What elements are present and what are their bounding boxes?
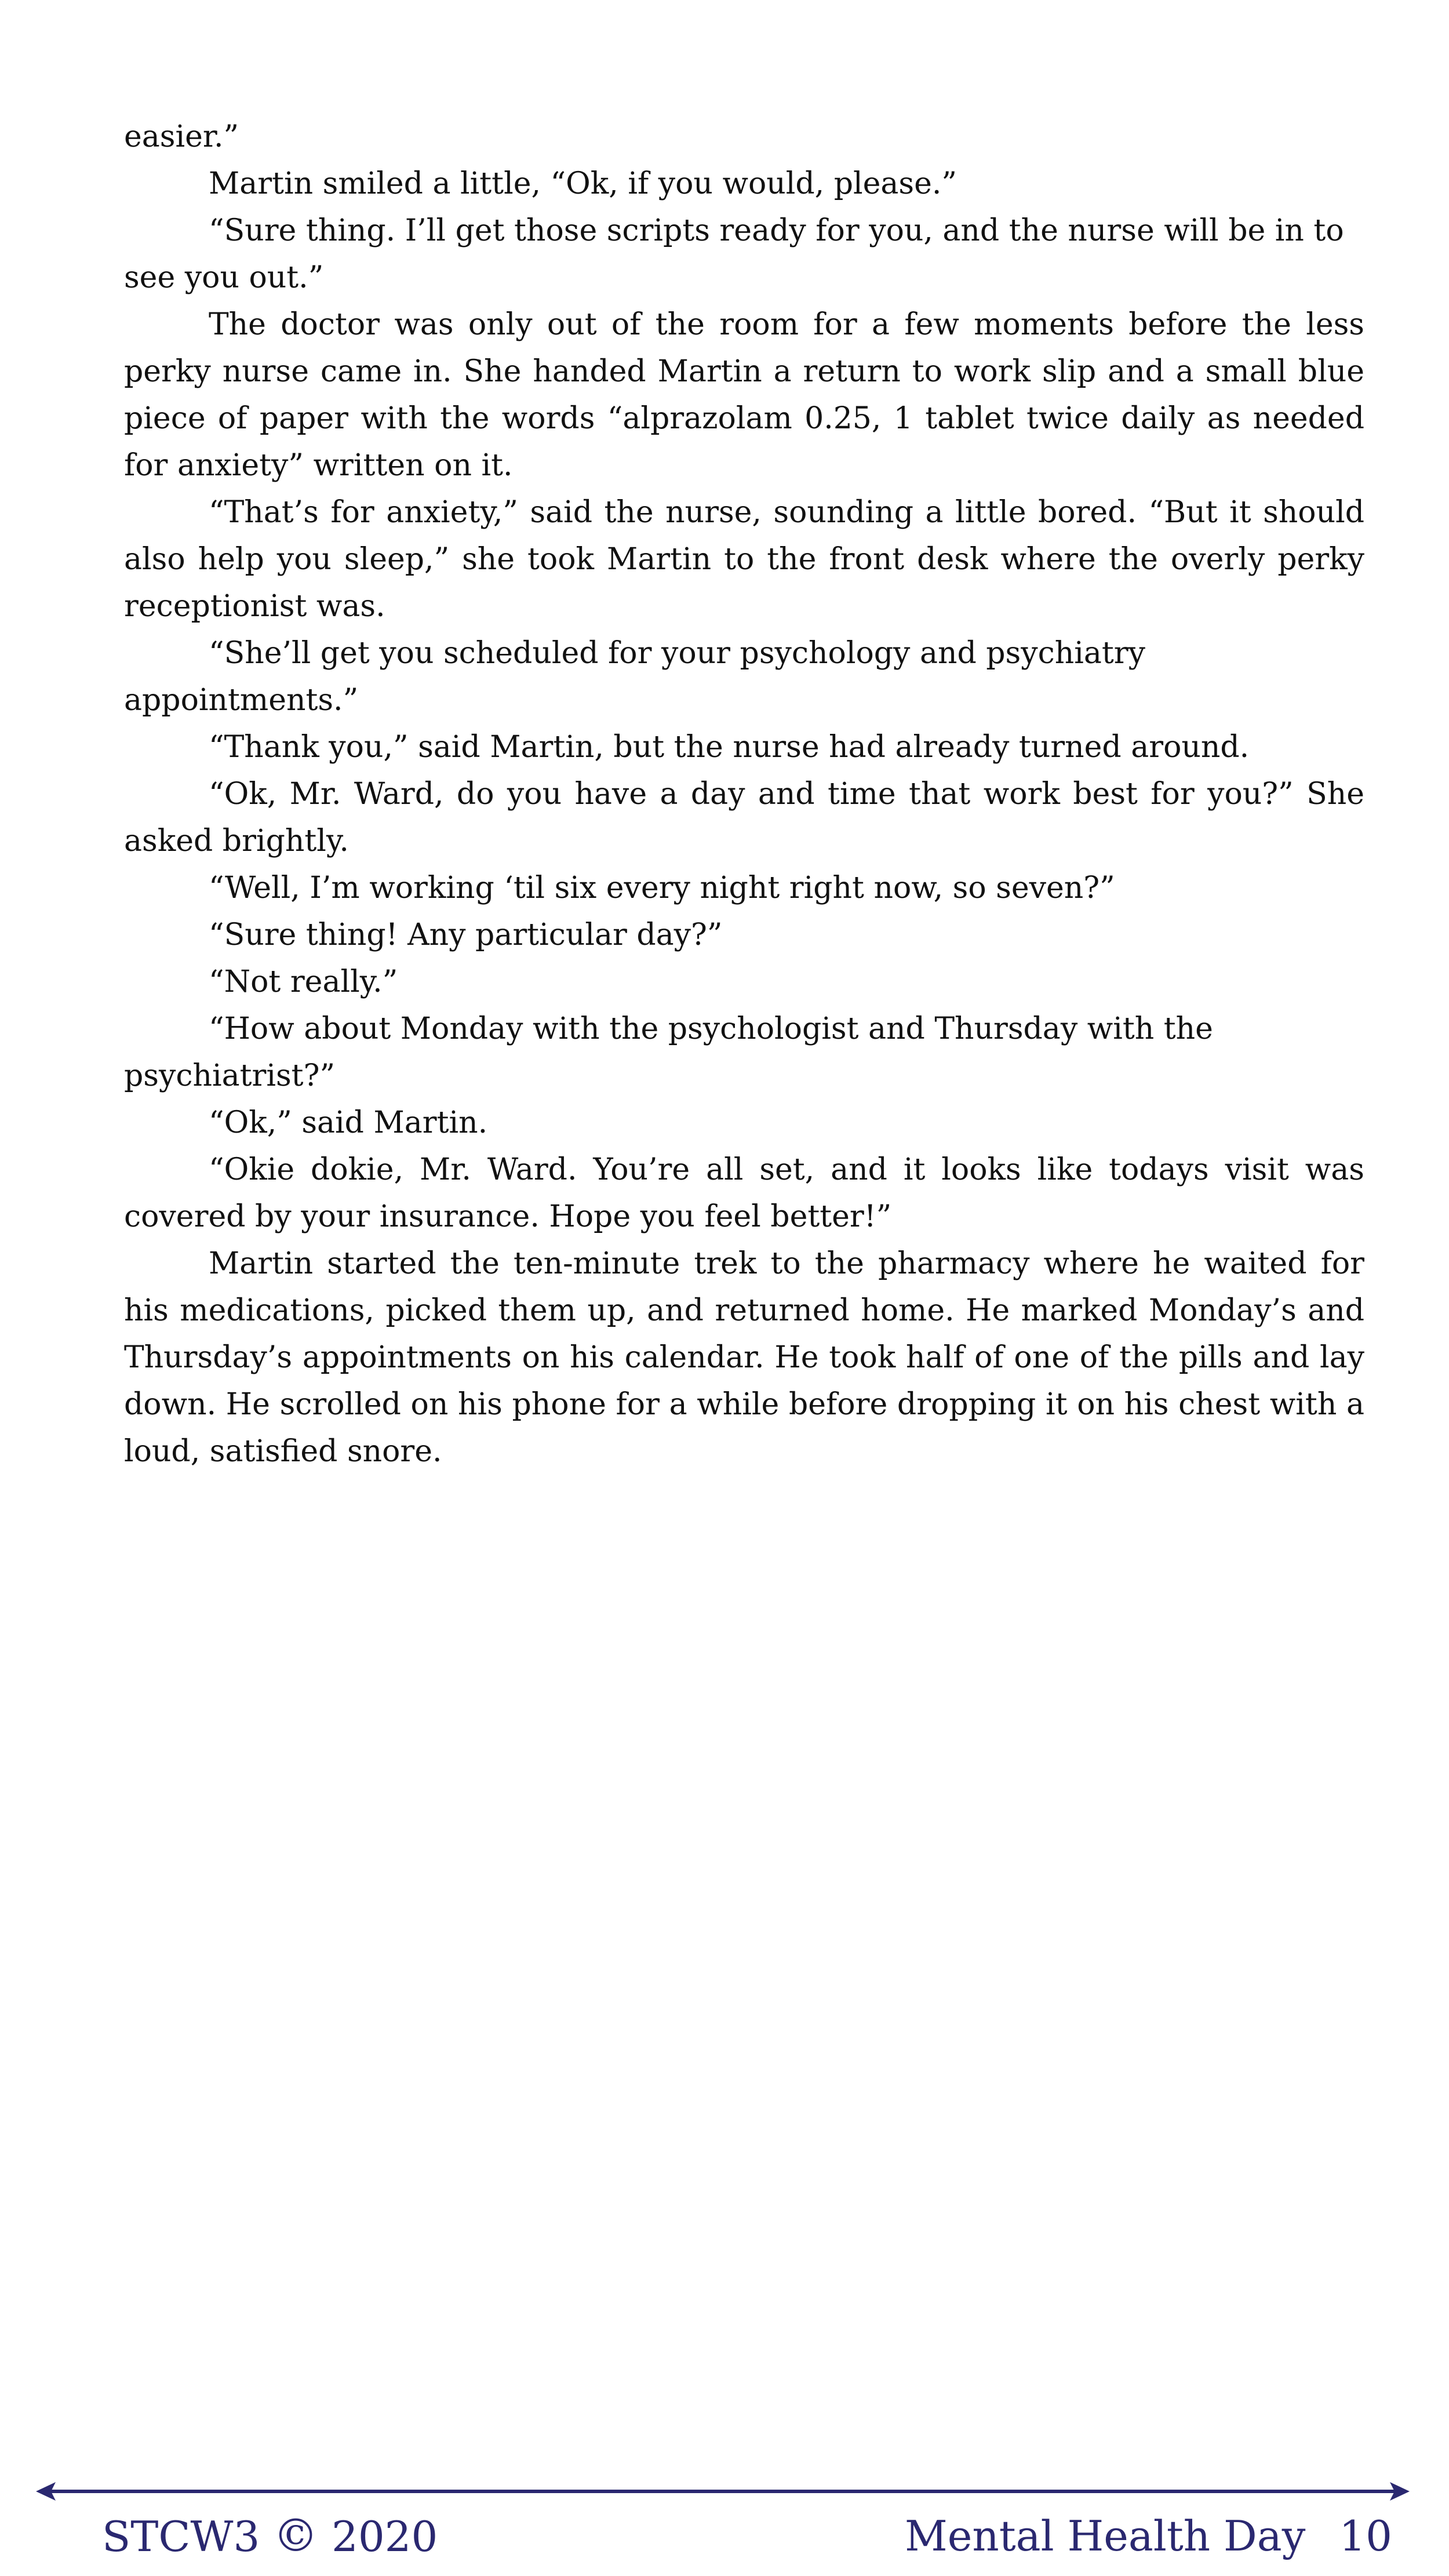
paragraph: “Okie dokie, Mr. Ward. You’re all set, and it looks like todays visit was covered by your insurance. Hope you feel better!” [124,1152,1364,1234]
paragraph: “Sure thing! Any particular day?” [209,918,723,952]
footer-arrow-rule [36,2480,1410,2503]
page-number: 10 [1339,2512,1392,2560]
paragraph: “Well, I’m working ‘til six every night right now, so seven?” [209,871,1115,905]
paragraph: Martin smiled a little, “Ok, if you would, please.” [209,166,957,201]
paragraph: “Not really.” [209,965,398,999]
story-text [124,114,1364,1475]
paragraph: “Ok, Mr. Ward, do you have a day and time that work best for you?” She asked brightly. [124,777,1364,858]
paragraph: easier.” [124,119,239,154]
footer-title: Mental Health Day [905,2512,1306,2560]
footer-year: 2020 [332,2512,438,2561]
paragraph: “That’s for anxiety,” said the nurse, sounding a little bored. “But it should also help you sleep,” she took Martin to the front desk where the overly perky receptionist was. [124,495,1364,624]
paragraph: “Sure thing. I’ll get those scripts ready for you, and the nurse will be in to see you out.” [124,213,1344,295]
copyright-icon: © [273,2510,319,2562]
paragraph: “Thank you,” said Martin, but the nurse had already turned around. [209,730,1250,765]
paragraph: “How about Monday with the psychologist and Thursday with the psychiatrist?” [124,1012,1213,1093]
paragraph: “Ok,” said Martin. [209,1105,488,1140]
footer-running-title [905,2510,1392,2562]
paragraph: “She’ll get you scheduled for your psychology and psychiatry appointments.” [124,636,1145,718]
paragraph: The doctor was only out of the room for a few moments before the less perky nurse came in. She handed Martin a return to work slip and a small blue piece of paper with the words “alprazolam 0.25, 1 tablet twice daily as needed for anxiety” written on it. [124,307,1364,483]
paragraph: Martin started the ten-minute trek to the pharmacy where he waited for his medications, picked them up, and returned home. He marked Monday’s and Thursday’s appointments on his calendar. He took half of one of the pills and lay down. He scrolled on his phone for a while before dropping it on his chest with a loud, satisfied snore. [124,1246,1364,1469]
footer-author: STCW3 [102,2512,260,2561]
footer-copyright [102,2510,438,2563]
